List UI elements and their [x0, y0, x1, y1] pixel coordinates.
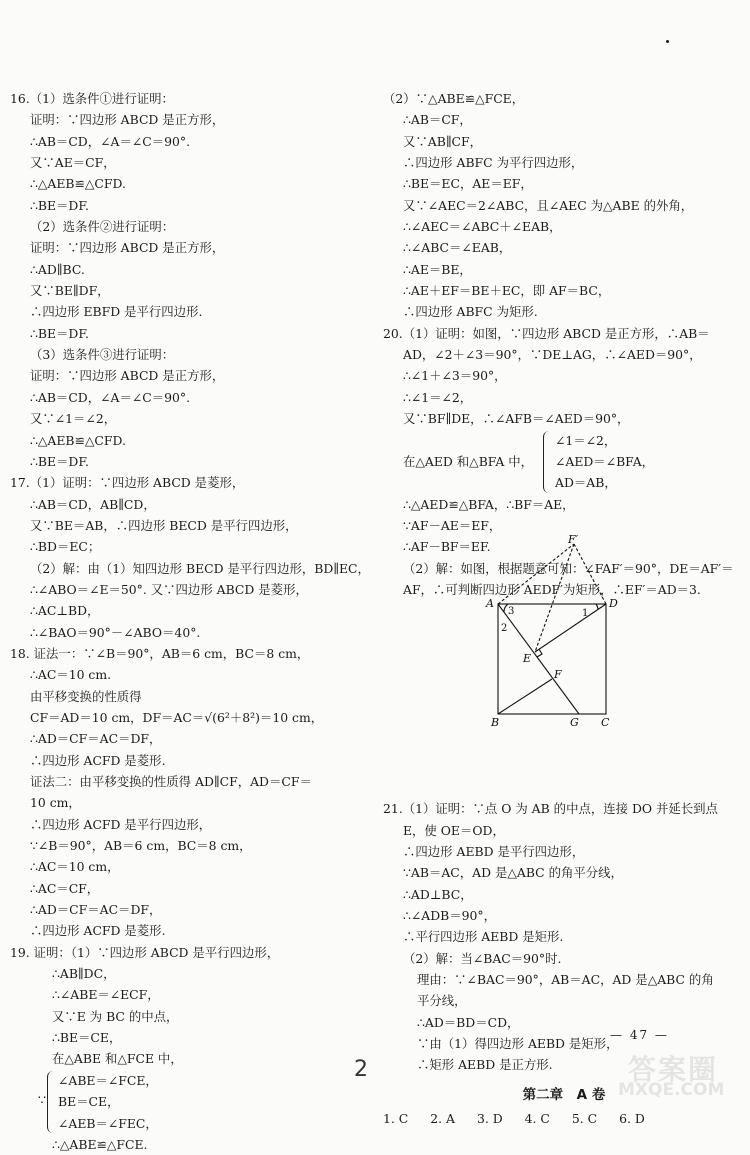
- label-g: G: [570, 716, 579, 729]
- square-abcd: [498, 604, 606, 714]
- text-line: AD，∠2＋∠3＝90°，∵DE⊥AG，∴∠AED＝90°，: [403, 347, 702, 363]
- text-line: ∴AB＝CD，∠A＝∠C＝90°.: [30, 389, 191, 405]
- text-line: （2）选条件②进行证明：: [30, 219, 175, 235]
- brace-prefix: ∵: [38, 1091, 46, 1107]
- text-line: 又∵BF∥DE，∴∠AFB＝∠AED＝90°，: [403, 411, 630, 427]
- text-line: E，使 OE＝OD，: [403, 822, 505, 838]
- text-line: （2）解：由（1）知四边形 BECD 是平行四边形，BD∥EC，: [30, 560, 370, 576]
- left-column: [10, 88, 370, 1155]
- brace-prefix: 在△AED 和△BFA 中，: [403, 453, 533, 469]
- text-line: ∴∠ABO＝∠E＝50°. 又∵四边形 ABCD 是菱形，: [30, 581, 308, 597]
- text-line: ∴AB＝CF，: [403, 112, 472, 128]
- text-line: 又∵AB∥CF，: [403, 133, 483, 149]
- label-a: A: [486, 597, 494, 610]
- segment-ag: [498, 604, 579, 714]
- text-line: 20.（1）证明：如图，∵四边形 ABCD 是正方形，∴AB＝: [383, 325, 710, 341]
- angle-arc-1: [596, 604, 598, 610]
- text-line: CF＝AD＝10 cm，DF＝AC＝√(6²＋8²)＝10 cm，: [30, 709, 324, 725]
- text-line: （2）解：当∠BAC＝90°时.: [403, 950, 562, 966]
- text-line: 又∵E 为 BC 的中点，: [52, 1008, 179, 1024]
- text-line: ∴∠ADB＝90°，: [403, 907, 496, 923]
- text-line: ∴四边形 ACFD 是菱形.: [30, 923, 166, 939]
- text-line: ∴AC⊥BD，: [30, 603, 100, 619]
- brace-line: BE＝CE，: [58, 1094, 120, 1110]
- brace-line: AD＝AB，: [555, 475, 617, 491]
- text-line: ∴四边形 ACFD 是平行四边形，: [30, 816, 212, 832]
- brace-line: ∠AEB＝∠FEC，: [58, 1115, 158, 1131]
- watermark-logo: [618, 1048, 742, 1098]
- text-line: ∴∠1＝∠2，: [403, 389, 473, 405]
- handwritten-mark: 2: [354, 1057, 368, 1082]
- brace-curl: [47, 1071, 56, 1133]
- chapter-heading: 第二章 A 卷: [522, 1086, 606, 1103]
- watermark-line1: 答案圈: [628, 1053, 719, 1086]
- text-line: ∴矩形 AEBD 是正方形.: [417, 1057, 553, 1073]
- label-d: D: [609, 597, 618, 610]
- text-line: ∴AD⊥BC，: [403, 886, 473, 902]
- text-line: （2）解：如图，根据题意可知：∠FAF′＝90°，DE＝AF′＝: [403, 560, 734, 576]
- ink-dot: [666, 40, 669, 43]
- text-line: 19. 证明：（1）∵四边形 ABCD 是平行四边形，: [10, 944, 280, 960]
- text-line: 证明：∵四边形 ABCD 是正方形，: [30, 112, 225, 128]
- text-line: 又∵∠1＝∠2，: [30, 411, 117, 427]
- text-line: 由平移变换的性质得: [30, 688, 142, 704]
- brace-line: ∠1＝∠2，: [555, 432, 617, 448]
- text-line: 又∵BE∥DF，: [30, 283, 110, 299]
- text-line: ∴AD＝BD＝CD，: [417, 1014, 520, 1030]
- text-line: ∴AE＝BE，: [403, 261, 472, 277]
- text-line: ∴△AED≌△BFA，∴BF＝AE，: [403, 496, 575, 512]
- segment-ef-prime: [535, 544, 574, 652]
- answer-item: 2. A: [430, 1110, 455, 1126]
- text-line: 又∵BE＝AB，∴四边形 BECD 是平行四边形，: [30, 517, 298, 533]
- text-line: 21.（1）证明：∵点 O 为 AB 的中点，连接 DO 并延长到点: [383, 801, 718, 817]
- text-line: ∴AF－BF＝EF.: [403, 539, 491, 555]
- text-line: 理由：∵∠BAC＝90°，AB＝AC，AD 是△ABC 的角: [417, 972, 714, 987]
- brace-curl: [543, 431, 552, 493]
- text-line: ∴∠ABE＝∠ECF，: [52, 987, 160, 1003]
- text-line: ∴BD＝EC；: [30, 539, 101, 555]
- text-line: 17.（1）证明：∵四边形 ABCD 是菱形，: [10, 475, 245, 491]
- label-f: F: [554, 668, 562, 681]
- text-line: （2）∵△ABE≌△FCE，: [383, 91, 525, 106]
- text-line: ∴四边形 ABFC 为平行四边形，: [403, 155, 584, 171]
- text-line: ∴∠AEC＝∠ABC＋∠EAB，: [403, 219, 562, 235]
- answer-item: 4. C: [524, 1110, 550, 1126]
- label-c: C: [601, 716, 610, 729]
- geometry-figure: [478, 534, 648, 730]
- right-text-lines-c: [383, 798, 745, 1075]
- text-line: ∵由（1）得四边形 AEBD 是矩形，: [417, 1036, 619, 1052]
- text-line: ∴△ABE≌△FCE.: [52, 1136, 148, 1152]
- text-line: ∴AC＝CF，: [30, 880, 100, 896]
- text-line: ∴AC＝10 cm.: [30, 667, 112, 683]
- segment-bf: [498, 679, 552, 714]
- text-line: ∴四边形 EBFD 是平行四边形.: [30, 304, 203, 320]
- text-line: ∴AC＝10 cm，: [30, 859, 120, 875]
- answer-item: 1. C: [383, 1110, 409, 1126]
- answer-item: 6. D: [619, 1110, 645, 1126]
- text-line: ∴四边形 ABFC 为矩形.: [403, 304, 538, 320]
- text-line: ∴BE＝DF.: [30, 197, 89, 213]
- text-line: ∵AB＝AC，AD 是△ABC 的角平分线，: [403, 865, 623, 881]
- text-line: ∴∠ABC＝∠EAB，: [403, 240, 512, 256]
- text-line: ∴∠1＋∠3＝90°，: [403, 368, 507, 384]
- text-line: 证明：∵四边形 ABCD 是正方形，: [30, 368, 225, 384]
- watermark-line2: MXQE.COM: [618, 1080, 725, 1100]
- brace-line: ∠ABE＝∠FCE，: [58, 1072, 158, 1088]
- label-angle-1: 1: [582, 608, 589, 619]
- text-line: ∴四边形 ACFD 是菱形.: [30, 752, 166, 768]
- left-text-lines: [10, 88, 370, 1070]
- text-line: 16.（1）选条件①进行证明：: [10, 91, 174, 106]
- answer-item: 5. C: [571, 1110, 598, 1126]
- text-line: ∴AB＝CD，AB∥CD，: [30, 496, 156, 512]
- label-b: B: [491, 716, 500, 729]
- text-line: ∵∠B＝90°，AB＝6 cm，BC＝8 cm，: [30, 838, 252, 854]
- text-line: ∵AF－AE＝EF，: [403, 517, 502, 533]
- text-line: 证明：∵四边形 ABCD 是正方形，: [30, 240, 225, 256]
- text-line: ∴AE＋EF＝BE＋EC，即 AF＝BC，: [403, 283, 611, 299]
- text-line: AF，∴可判断四边形 AEDF′为矩形，∴EF′＝AD＝3.: [403, 581, 701, 597]
- text-line: 证法二：由平移变换的性质得 AD∥CF，AD＝CF＝: [30, 774, 312, 789]
- text-line: ∴BE＝DF.: [30, 325, 89, 341]
- left-brace-block: [10, 1070, 365, 1134]
- text-line: ∴AD＝CF＝AC＝DF，: [30, 902, 162, 918]
- text-line: （3）选条件③进行证明：: [30, 347, 175, 363]
- text-line: ∴AB＝CD，∠A＝∠C＝90°.: [30, 133, 191, 149]
- text-line: 在△ABE 和△FCE 中，: [52, 1051, 183, 1067]
- segment-df-prime: [574, 544, 606, 604]
- segment-de: [535, 604, 606, 652]
- label-angle-2: 2: [501, 623, 508, 634]
- text-line: ∴BE＝EC，AE＝EF，: [403, 176, 533, 192]
- text-line: ∴BE＝DF.: [30, 453, 89, 469]
- text-line: ∴BE＝CE，: [52, 1030, 122, 1046]
- text-line: ∴△AEB≌△CFD.: [30, 432, 126, 448]
- right-text-lines-a: [383, 88, 745, 430]
- right-brace-block: [383, 430, 745, 494]
- label-f-prime: F′: [568, 534, 579, 546]
- text-line: ∴四边形 AEBD 是平行四边形，: [403, 843, 585, 859]
- text-line: 又∵AE＝CF，: [30, 155, 116, 171]
- answer-item: 3. D: [476, 1110, 503, 1126]
- text-line: 18. 证法一：∵∠B＝90°，AB＝6 cm，BC＝8 cm，: [10, 645, 310, 661]
- text-line: ∴AD＝CF＝AC＝DF，: [30, 731, 162, 747]
- answer-row: [383, 1108, 745, 1130]
- text-line: 又∵∠AEC＝2∠ABC，且∠AEC 为△ABE 的外角，: [403, 197, 694, 213]
- text-line: 平分线，: [417, 993, 467, 1009]
- text-line: ∴AD∥BC.: [30, 261, 85, 277]
- text-line: ∴AB∥DC，: [52, 966, 116, 982]
- text-line: ∴∠BAO＝90°－∠ABO＝40°.: [30, 624, 201, 640]
- text-line: ∴△AEB≌△CFD.: [30, 176, 126, 192]
- text-line: 10 cm，: [30, 795, 81, 811]
- label-angle-3: 3: [508, 606, 515, 617]
- brace-line: ∠AED＝∠BFA，: [555, 453, 655, 469]
- text-line: ∴平行四边形 AEBD 是矩形.: [403, 929, 564, 945]
- label-e: E: [523, 652, 532, 665]
- page-number: — 47 —: [610, 1028, 669, 1042]
